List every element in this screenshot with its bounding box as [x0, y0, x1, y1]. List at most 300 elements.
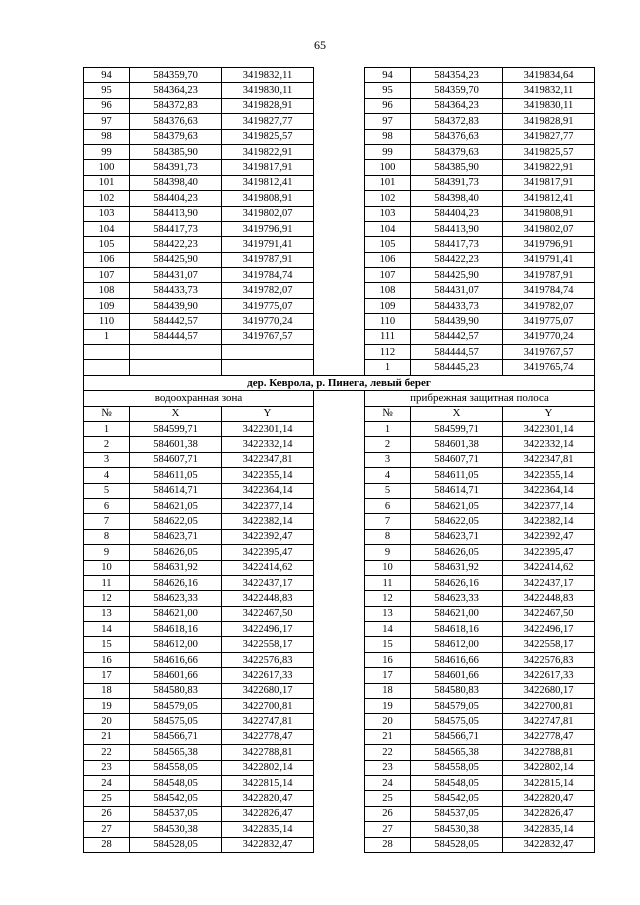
left-x-coordinate: 584548,05 — [130, 775, 222, 790]
right-x-coordinate: 584612,00 — [411, 637, 503, 652]
right-y-coordinate: 3419822,91 — [503, 160, 595, 175]
table-row — [84, 144, 595, 159]
right-point-number: 111 — [365, 329, 411, 344]
table-row — [84, 791, 595, 806]
left-y-coordinate: 3422820,47 — [222, 791, 314, 806]
left-point-number: 4 — [84, 468, 130, 483]
column-gap — [314, 452, 365, 467]
column-gap — [314, 822, 365, 837]
right-point-number: 106 — [365, 252, 411, 267]
right-point-number: 2 — [365, 437, 411, 452]
column-gap — [314, 144, 365, 159]
right-x-coordinate: 584575,05 — [411, 714, 503, 729]
right-point-number: 108 — [365, 283, 411, 298]
right-y-coordinate: 3422700,81 — [503, 699, 595, 714]
right-x-coordinate: 584616,66 — [411, 652, 503, 667]
left-zone-title: водоохранная зона — [84, 391, 314, 406]
table-row — [84, 745, 595, 760]
table-row — [84, 729, 595, 744]
right-y-coordinate: 3422617,33 — [503, 668, 595, 683]
left-point-number: 11 — [84, 575, 130, 590]
column-gap — [314, 268, 365, 283]
right-point-number: 26 — [365, 806, 411, 821]
right-y-coordinate: 3419834,64 — [503, 68, 595, 83]
left-y-coordinate: 3419808,91 — [222, 191, 314, 206]
column-gap — [314, 683, 365, 698]
right-x-coordinate: 584404,23 — [411, 206, 503, 221]
left-point-number: 102 — [84, 191, 130, 206]
table-row — [84, 452, 595, 467]
right-y-coordinate: 3422576,83 — [503, 652, 595, 667]
column-gap — [314, 545, 365, 560]
right-y-coordinate: 3419802,07 — [503, 221, 595, 236]
right-point-number: 21 — [365, 729, 411, 744]
left-x-coordinate: 584433,73 — [130, 283, 222, 298]
left-x-coordinate: 584614,71 — [130, 483, 222, 498]
column-gap — [314, 191, 365, 206]
right-y-coordinate: 3422788,81 — [503, 745, 595, 760]
left-y-coordinate: 3419822,91 — [222, 144, 314, 159]
right-y-coordinate: 3419828,91 — [503, 114, 595, 129]
left-point-number: 8 — [84, 529, 130, 544]
right-point-number: 28 — [365, 837, 411, 852]
left-x-coordinate: 584542,05 — [130, 791, 222, 806]
right-y-coordinate: 3419765,74 — [503, 360, 595, 375]
table-row — [84, 191, 595, 206]
right-y-coordinate: 3419825,57 — [503, 144, 595, 159]
table-row — [84, 437, 595, 452]
left-point-number — [84, 345, 130, 360]
left-x-coordinate: 584359,70 — [130, 68, 222, 83]
right-point-number: 22 — [365, 745, 411, 760]
right-point-number: 17 — [365, 668, 411, 683]
column-gap — [314, 129, 365, 144]
right-x-coordinate: 584376,63 — [411, 129, 503, 144]
left-x-coordinate: 584601,38 — [130, 437, 222, 452]
left-point-number: 101 — [84, 175, 130, 190]
right-y-coordinate: 3422414,62 — [503, 560, 595, 575]
column-gap — [314, 714, 365, 729]
right-x-coordinate: 584431,07 — [411, 283, 503, 298]
right-point-number: 20 — [365, 714, 411, 729]
left-y-coordinate: 3419828,91 — [222, 98, 314, 113]
left-x-coordinate: 584530,38 — [130, 822, 222, 837]
right-y-coordinate: 3419782,07 — [503, 298, 595, 313]
left-x-coordinate: 584404,23 — [130, 191, 222, 206]
left-x-coordinate: 584528,05 — [130, 837, 222, 852]
left-x-coordinate: 584444,57 — [130, 329, 222, 344]
left-y-coordinate: 3422802,14 — [222, 760, 314, 775]
left-x-coordinate: 584413,90 — [130, 206, 222, 221]
table-row — [84, 129, 595, 144]
right-x-coordinate: 584372,83 — [411, 114, 503, 129]
right-point-number: 9 — [365, 545, 411, 560]
left-y-coordinate: 3422332,14 — [222, 437, 314, 452]
left-point-number: 99 — [84, 144, 130, 159]
left-point-number: 24 — [84, 775, 130, 790]
right-y-coordinate: 3419784,74 — [503, 283, 595, 298]
left-y-coordinate: 3419802,07 — [222, 206, 314, 221]
left-x-coordinate: 584623,71 — [130, 529, 222, 544]
right-point-number: 104 — [365, 221, 411, 236]
table-row — [84, 622, 595, 637]
right-y-coordinate: 3422467,50 — [503, 606, 595, 621]
column-gap — [314, 529, 365, 544]
left-y-coordinate: 3422437,17 — [222, 575, 314, 590]
right-x-coordinate: 584398,40 — [411, 191, 503, 206]
right-y-coordinate: 3422558,17 — [503, 637, 595, 652]
right-point-number: 103 — [365, 206, 411, 221]
table-row — [84, 468, 595, 483]
left-point-number: 26 — [84, 806, 130, 821]
right-point-number: 112 — [365, 345, 411, 360]
right-x-coordinate: 584626,16 — [411, 575, 503, 590]
column-gap — [314, 391, 365, 406]
left-y-coordinate: 3422680,17 — [222, 683, 314, 698]
right-point-number: 18 — [365, 683, 411, 698]
left-x-coordinate: 584431,07 — [130, 268, 222, 283]
right-point-number: 10 — [365, 560, 411, 575]
table-row — [84, 206, 595, 221]
left-x-coordinate: 584565,38 — [130, 745, 222, 760]
left-point-number: 106 — [84, 252, 130, 267]
right-point-number: 1 — [365, 421, 411, 436]
right-x-coordinate: 584379,63 — [411, 144, 503, 159]
right-y-coordinate: 3422392,47 — [503, 529, 595, 544]
left-y-coordinate: 3422788,81 — [222, 745, 314, 760]
table-row — [84, 268, 595, 283]
table-row — [84, 591, 595, 606]
left-point-number: 104 — [84, 221, 130, 236]
column-gap — [314, 745, 365, 760]
right-x-coordinate: 584558,05 — [411, 760, 503, 775]
right-x-coordinate: 584548,05 — [411, 775, 503, 790]
right-y-coordinate: 3422395,47 — [503, 545, 595, 560]
right-point-number: 94 — [365, 68, 411, 83]
left-point-number: 6 — [84, 498, 130, 513]
left-y-coordinate: 3419832,11 — [222, 68, 314, 83]
left-y-coordinate: 3422747,81 — [222, 714, 314, 729]
left-point-number: 10 — [84, 560, 130, 575]
left-point-number: 21 — [84, 729, 130, 744]
table-row — [84, 498, 595, 513]
left-header-number: № — [84, 406, 130, 421]
table-row — [84, 329, 595, 344]
column-gap — [314, 68, 365, 83]
left-x-coordinate — [130, 360, 222, 375]
left-x-coordinate: 584580,83 — [130, 683, 222, 698]
left-point-number: 110 — [84, 314, 130, 329]
left-point-number: 100 — [84, 160, 130, 175]
left-x-coordinate: 584417,73 — [130, 221, 222, 236]
left-x-coordinate: 584379,63 — [130, 129, 222, 144]
right-y-coordinate: 3419808,91 — [503, 206, 595, 221]
right-x-coordinate: 584626,05 — [411, 545, 503, 560]
right-x-coordinate: 584425,90 — [411, 268, 503, 283]
left-y-coordinate: 3422355,14 — [222, 468, 314, 483]
right-y-coordinate: 3419775,07 — [503, 314, 595, 329]
column-gap — [314, 775, 365, 790]
column-gap — [314, 606, 365, 621]
left-point-number: 17 — [84, 668, 130, 683]
table-row — [84, 483, 595, 498]
left-point-number: 97 — [84, 114, 130, 129]
table-row — [84, 606, 595, 621]
right-point-number: 13 — [365, 606, 411, 621]
left-point-number: 107 — [84, 268, 130, 283]
left-y-coordinate: 3422377,14 — [222, 498, 314, 513]
left-y-coordinate: 3422576,83 — [222, 652, 314, 667]
column-gap — [314, 575, 365, 590]
left-x-coordinate: 584364,23 — [130, 83, 222, 98]
table-row — [84, 806, 595, 821]
column-gap — [314, 729, 365, 744]
table-row — [84, 252, 595, 267]
left-point-number: 23 — [84, 760, 130, 775]
left-x-coordinate: 584372,83 — [130, 98, 222, 113]
left-point-number: 1 — [84, 421, 130, 436]
left-x-coordinate: 584607,71 — [130, 452, 222, 467]
left-x-coordinate: 584622,05 — [130, 514, 222, 529]
table-row — [84, 668, 595, 683]
table-row — [84, 175, 595, 190]
right-y-coordinate: 3419787,91 — [503, 268, 595, 283]
right-x-coordinate: 584621,05 — [411, 498, 503, 513]
right-y-coordinate: 3422332,14 — [503, 437, 595, 452]
table-row — [84, 560, 595, 575]
table-row — [84, 160, 595, 175]
table-row — [84, 822, 595, 837]
left-point-number: 22 — [84, 745, 130, 760]
column-gap — [314, 314, 365, 329]
column-gap — [314, 791, 365, 806]
right-point-number: 95 — [365, 83, 411, 98]
left-y-coordinate: 3422382,14 — [222, 514, 314, 529]
table-row — [84, 652, 595, 667]
left-x-coordinate: 584621,05 — [130, 498, 222, 513]
right-point-number: 3 — [365, 452, 411, 467]
column-gap — [314, 560, 365, 575]
right-point-number: 16 — [365, 652, 411, 667]
left-y-coordinate: 3422826,47 — [222, 806, 314, 821]
left-y-coordinate: 3419775,07 — [222, 298, 314, 313]
top-section — [84, 68, 595, 376]
right-x-coordinate: 584417,73 — [411, 237, 503, 252]
page-number: 65 — [314, 38, 326, 52]
right-y-coordinate: 3419767,57 — [503, 345, 595, 360]
left-point-number: 3 — [84, 452, 130, 467]
column-gap — [314, 160, 365, 175]
left-x-coordinate: 584558,05 — [130, 760, 222, 775]
left-point-number: 105 — [84, 237, 130, 252]
column-gap — [314, 283, 365, 298]
right-x-coordinate: 584422,23 — [411, 252, 503, 267]
right-x-coordinate: 584611,05 — [411, 468, 503, 483]
left-y-coordinate: 3422364,14 — [222, 483, 314, 498]
left-x-coordinate: 584611,05 — [130, 468, 222, 483]
table-row — [84, 83, 595, 98]
column-gap — [314, 329, 365, 344]
right-y-coordinate: 3422815,14 — [503, 775, 595, 790]
left-y-coordinate: 3422414,62 — [222, 560, 314, 575]
right-y-coordinate: 3422364,14 — [503, 483, 595, 498]
right-point-number: 107 — [365, 268, 411, 283]
right-y-coordinate: 3422355,14 — [503, 468, 595, 483]
column-gap — [314, 437, 365, 452]
column-gap — [314, 360, 365, 375]
table-row — [84, 221, 595, 236]
right-x-coordinate: 584622,05 — [411, 514, 503, 529]
table-row — [84, 683, 595, 698]
column-gap — [314, 175, 365, 190]
left-point-number: 27 — [84, 822, 130, 837]
right-x-coordinate: 584359,70 — [411, 83, 503, 98]
left-y-coordinate: 3419784,74 — [222, 268, 314, 283]
right-y-coordinate: 3422377,14 — [503, 498, 595, 513]
left-x-coordinate: 584385,90 — [130, 144, 222, 159]
left-x-coordinate: 584599,71 — [130, 421, 222, 436]
left-x-coordinate: 584442,57 — [130, 314, 222, 329]
left-point-number — [84, 360, 130, 375]
left-point-number: 94 — [84, 68, 130, 83]
right-y-coordinate: 3419812,41 — [503, 191, 595, 206]
table-row — [84, 837, 595, 852]
left-point-number: 98 — [84, 129, 130, 144]
table-row — [84, 314, 595, 329]
right-x-coordinate: 584413,90 — [411, 221, 503, 236]
column-gap — [314, 237, 365, 252]
left-y-coordinate: 3419770,24 — [222, 314, 314, 329]
left-point-number: 108 — [84, 283, 130, 298]
right-y-coordinate: 3419827,77 — [503, 129, 595, 144]
column-gap — [314, 468, 365, 483]
right-point-number: 99 — [365, 144, 411, 159]
left-point-number: 14 — [84, 622, 130, 637]
left-x-coordinate: 584439,90 — [130, 298, 222, 313]
left-y-coordinate: 3422392,47 — [222, 529, 314, 544]
right-x-coordinate: 584566,71 — [411, 729, 503, 744]
left-y-coordinate: 3422496,17 — [222, 622, 314, 637]
left-x-coordinate: 584566,71 — [130, 729, 222, 744]
left-y-coordinate: 3419827,77 — [222, 114, 314, 129]
column-gap — [314, 668, 365, 683]
column-gap — [314, 514, 365, 529]
right-point-number: 24 — [365, 775, 411, 790]
right-x-coordinate: 584601,66 — [411, 668, 503, 683]
left-point-number: 28 — [84, 837, 130, 852]
right-point-number: 19 — [365, 699, 411, 714]
left-y-coordinate: 3422832,47 — [222, 837, 314, 852]
left-x-coordinate: 584631,92 — [130, 560, 222, 575]
table-row — [84, 514, 595, 529]
table-row — [84, 237, 595, 252]
right-x-coordinate: 584528,05 — [411, 837, 503, 852]
left-point-number: 16 — [84, 652, 130, 667]
left-y-coordinate: 3419817,91 — [222, 160, 314, 175]
right-point-number: 8 — [365, 529, 411, 544]
left-x-coordinate: 584537,05 — [130, 806, 222, 821]
right-header-x: X — [411, 406, 503, 421]
column-gap — [314, 806, 365, 821]
column-gap — [314, 498, 365, 513]
left-x-coordinate: 584621,00 — [130, 606, 222, 621]
right-y-coordinate: 3422496,17 — [503, 622, 595, 637]
right-point-number: 110 — [365, 314, 411, 329]
table-row — [84, 360, 595, 375]
left-y-coordinate: 3422778,47 — [222, 729, 314, 744]
right-x-coordinate: 584537,05 — [411, 806, 503, 821]
right-x-coordinate: 584621,00 — [411, 606, 503, 621]
table-row — [84, 760, 595, 775]
right-x-coordinate: 584442,57 — [411, 329, 503, 344]
left-x-coordinate: 584612,00 — [130, 637, 222, 652]
left-x-coordinate: 584425,90 — [130, 252, 222, 267]
left-y-coordinate: 3419787,91 — [222, 252, 314, 267]
right-point-number: 97 — [365, 114, 411, 129]
right-x-coordinate: 584439,90 — [411, 314, 503, 329]
table-row — [84, 98, 595, 113]
right-header-y: Y — [503, 406, 595, 421]
right-x-coordinate: 584565,38 — [411, 745, 503, 760]
right-y-coordinate: 3422778,47 — [503, 729, 595, 744]
column-gap — [314, 837, 365, 852]
right-point-number: 101 — [365, 175, 411, 190]
right-x-coordinate: 584623,33 — [411, 591, 503, 606]
column-gap — [314, 406, 365, 421]
right-x-coordinate: 584601,38 — [411, 437, 503, 452]
right-y-coordinate: 3419791,41 — [503, 252, 595, 267]
table-row — [84, 775, 595, 790]
right-x-coordinate: 584433,73 — [411, 298, 503, 313]
left-y-coordinate — [222, 360, 314, 375]
column-gap — [314, 252, 365, 267]
column-gap — [314, 114, 365, 129]
left-y-coordinate: 3419782,07 — [222, 283, 314, 298]
left-y-coordinate: 3422301,14 — [222, 421, 314, 436]
right-y-coordinate: 3422437,17 — [503, 575, 595, 590]
right-header-number: № — [365, 406, 411, 421]
column-gap — [314, 83, 365, 98]
right-point-number: 109 — [365, 298, 411, 313]
table-row — [84, 421, 595, 436]
right-point-number: 4 — [365, 468, 411, 483]
column-gap — [314, 637, 365, 652]
left-y-coordinate: 3422558,17 — [222, 637, 314, 652]
left-y-coordinate: 3419812,41 — [222, 175, 314, 190]
right-y-coordinate: 3422301,14 — [503, 421, 595, 436]
section-header — [84, 375, 595, 421]
table-row — [84, 575, 595, 590]
left-x-coordinate: 584579,05 — [130, 699, 222, 714]
left-point-number: 1 — [84, 329, 130, 344]
right-point-number: 11 — [365, 575, 411, 590]
right-x-coordinate: 584354,23 — [411, 68, 503, 83]
left-y-coordinate: 3419830,11 — [222, 83, 314, 98]
right-x-coordinate: 584542,05 — [411, 791, 503, 806]
right-point-number: 12 — [365, 591, 411, 606]
right-y-coordinate: 3422680,17 — [503, 683, 595, 698]
column-gap — [314, 591, 365, 606]
left-x-coordinate: 584398,40 — [130, 175, 222, 190]
right-x-coordinate: 584614,71 — [411, 483, 503, 498]
right-y-coordinate: 3419817,91 — [503, 175, 595, 190]
right-point-number: 100 — [365, 160, 411, 175]
table-row — [84, 345, 595, 360]
left-point-number: 5 — [84, 483, 130, 498]
left-header-y: Y — [222, 406, 314, 421]
column-gap — [314, 622, 365, 637]
right-x-coordinate: 584618,16 — [411, 622, 503, 637]
